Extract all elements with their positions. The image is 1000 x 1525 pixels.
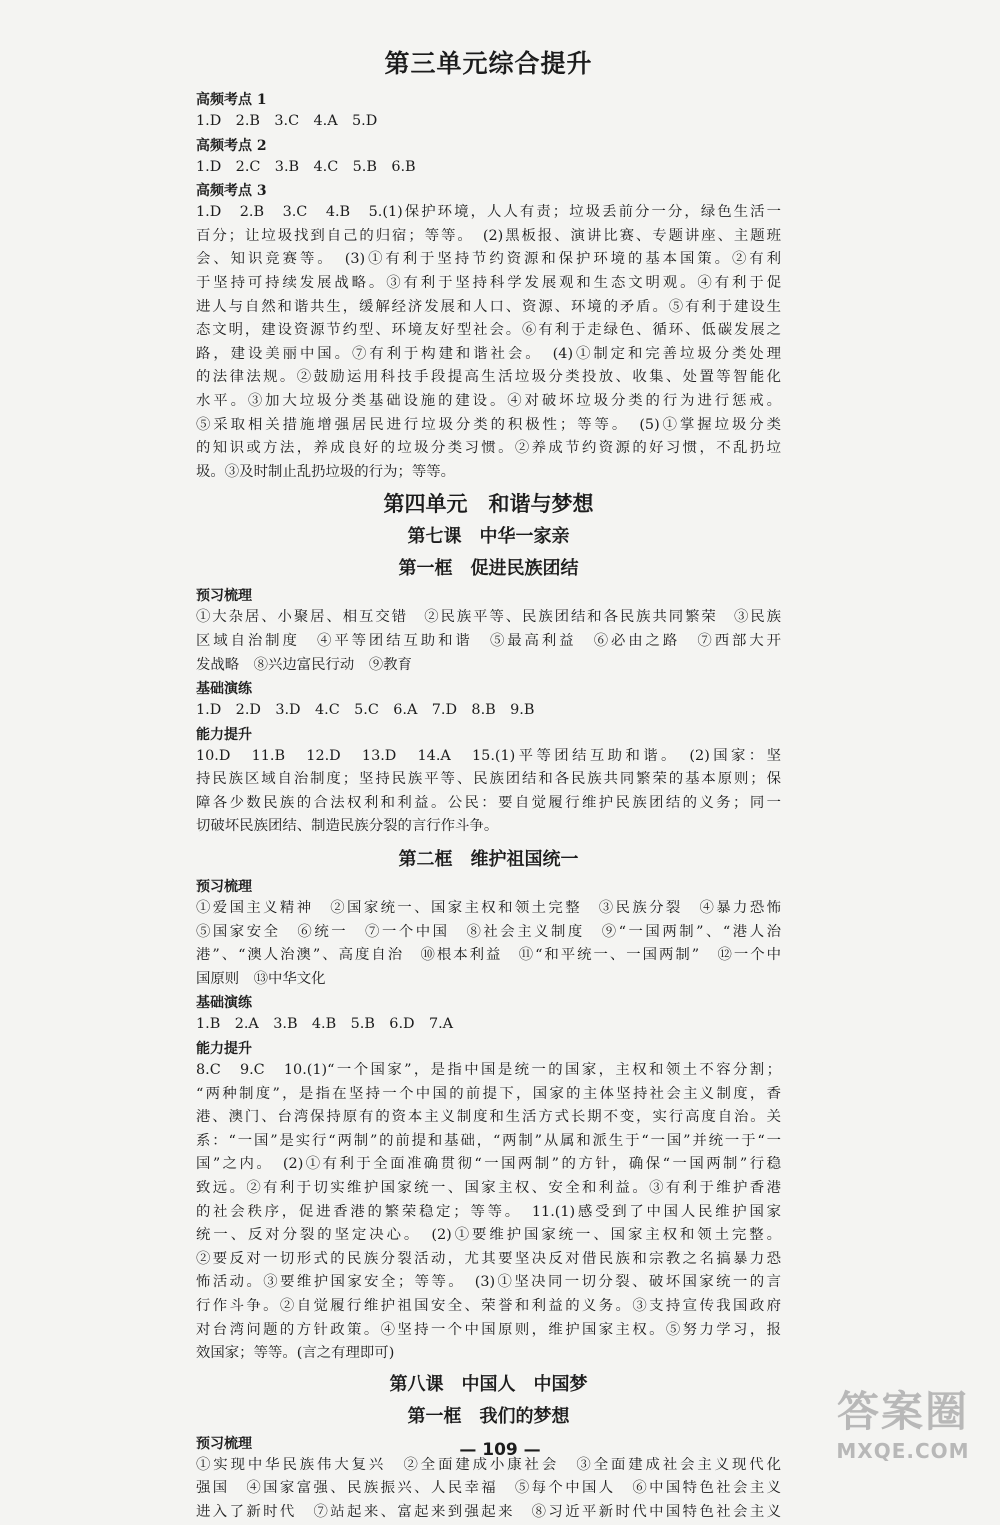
answer-line: 路，建设美丽中国。⑦有利于构建和谐社会。 (4)①制定和完善垃圾分类处理 xyxy=(196,345,781,362)
answer-line: 统一、反对分裂的坚定决心。 (2)①要维护国家统一、国家主权和领土完整。 xyxy=(196,1227,781,1244)
answer-line: ⑤国家安全 ⑥统一 ⑦一个中国 ⑧社会主义制度 ⑨“一国两制”、“港人治 xyxy=(196,923,781,940)
answer-line: 的知识或方法，养成良好的垃圾分类习惯。②养成节约资源的好习惯，不乱扔垃 xyxy=(196,440,781,457)
section-label: 能力提升 xyxy=(196,1041,252,1058)
answer-line: 于坚持可持续发展战略。③有利于坚持科学发展观和生态文明观。④有利于促 xyxy=(196,274,781,291)
frame-heading: 第二框 维护祖国统一 xyxy=(398,849,579,871)
answer-line: 8.C 9.C 10.(1)“一个国家”，是指中国是统一的国家，主权和领土不容分割； xyxy=(196,1062,781,1079)
answer-line: 水平。③加大垃圾分类基础设施的建设。④对破坏垃圾分类的行为进行惩戒。 xyxy=(196,392,781,409)
answer-line: 强国 ④国家富强、民族振兴、人民幸福 ⑤每个中国人 ⑥中国特色社会主义 xyxy=(196,1480,781,1497)
section-label: 预习梳理 xyxy=(196,1435,252,1452)
answer-line: 进人与自然和谐共生，缓解经济发展和人口、资源、环境的矛盾。⑤有利于建设生 xyxy=(196,298,781,315)
section-label: 高频考点 2 xyxy=(196,137,267,154)
answer-line: ②要反对一切形式的民族分裂活动，尤其要坚决反对借民族和宗教之名搞暴力恐 xyxy=(196,1250,781,1267)
section-label: 高频考点 1 xyxy=(196,92,267,108)
answer-line: 国”之内。 (2)①有利于全面准确贯彻“一国两制”的方针，确保“一国两制”行稳 xyxy=(196,1156,781,1173)
frame-heading: 第一框 我们的梦想 xyxy=(407,1405,570,1427)
answer-line: 1.B 2.A 3.B 4.B 5.B 6.D 7.A xyxy=(196,1016,454,1033)
answer-line: 进入了新时代 ⑦站起来、富起来到强起来 ⑧习近平新时代中国特色社会主义 xyxy=(196,1503,781,1520)
answer-line: 1.D 2.D 3.D 4.C 5.C 6.A 7.D 8.B 9.B xyxy=(196,702,535,719)
page-content xyxy=(196,40,781,1525)
answer-line: 圾。③及时制止乱扔垃圾的行为；等等。 xyxy=(196,463,456,480)
section-label: 基础演练 xyxy=(196,681,252,698)
answer-line: 的社会秩序，促进香港的繁荣稳定；等等。 11.(1)感受到了中国人民维护国家 xyxy=(196,1203,781,1220)
answer-line: 1.D 2.B 3.C 4.A 5.D xyxy=(196,113,378,129)
watermark-logo: 答案圈 xyxy=(836,1387,969,1436)
section-label: 高频考点 3 xyxy=(196,183,267,200)
section-label: 预习梳理 xyxy=(196,879,252,896)
answer-line: 国原则 ⑬中华文化 xyxy=(196,970,326,987)
answer-line: 系：“一国”是实行“两制”的前提和基础，“两制”从属和派生于“一国”并统一于“一 xyxy=(196,1132,781,1149)
answer-line: 效国家；等等。(言之有理即可) xyxy=(196,1345,395,1362)
answer-line: 对台湾问题的方针政策。④坚持一个中国原则，维护国家主权。⑤努力学习，报 xyxy=(196,1321,781,1338)
page-title: 第三单元综合提升 xyxy=(384,49,593,78)
answer-line: ①实现中华民族伟大复兴 ②全面建成小康社会 ③全面建成社会主义现代化 xyxy=(196,1456,781,1473)
answer-line: 障各少数民族的合法权利和利益。公民：要自觉履行维护民族团结的义务；同一 xyxy=(196,794,781,811)
answer-line: 1.D 2.B 3.C 4.B 5.(1)保护环境，人人有责；垃圾丢前分一分，绿色生活一 xyxy=(196,204,781,221)
answer-line: 切破坏民族团结、制造民族分裂的言行作斗争。 xyxy=(196,818,499,835)
answer-line: 区域自治制度 ④平等团结互助和谐 ⑤最高利益 ⑥必由之路 ⑦西部大开 xyxy=(196,632,781,649)
answer-line: 百分；让垃圾找到自己的归宿；等等。 (2)黑板报、演讲比赛、专题讲座、主题班 xyxy=(196,227,781,244)
answer-line: 的法律法规。②鼓励运用科技手段提高生活垃圾分类投放、收集、处置等智能化 xyxy=(196,369,781,386)
answer-line: 持民族区域自治制度；坚持民族平等、民族团结和各民族共同繁荣的基本原则；保 xyxy=(196,771,781,788)
answer-line: 态文明，建设资源节约型、环境友好型社会。⑥有利于走绿色、循环、低碳发展之 xyxy=(196,322,781,339)
answer-line: ①大杂居、小聚居、相互交错 ②民族平等、民族团结和各民族共同繁荣 ③民族 xyxy=(196,609,781,626)
answer-line: “两种制度”，是指在坚持一个中国的前提下，国家的主体坚持社会主义制度，香 xyxy=(196,1085,781,1102)
lesson-heading: 第八课 中国人 中国梦 xyxy=(389,1373,588,1395)
answer-line: ⑤采取相关措施增强居民进行垃圾分类的积极性；等等。 (5)①掌握垃圾分类 xyxy=(196,416,781,433)
answer-line: ①爱国主义精神 ②国家统一、国家主权和领土完整 ③民族分裂 ④暴力恐怖 xyxy=(196,900,781,917)
lesson-heading: 第七课 中华一家亲 xyxy=(407,526,570,548)
section-label: 基础演练 xyxy=(196,995,252,1012)
answer-line: 港、澳门、台湾保持原有的资本主义制度和生活方式长期不变，实行高度自治。关 xyxy=(196,1109,781,1126)
section-label: 预习梳理 xyxy=(196,588,252,605)
frame-heading: 第一框 促进民族团结 xyxy=(398,558,579,580)
answer-line: 会、知识竞赛等。 (3)①有利于坚持节约资源和保护环境的基本国策。②有利 xyxy=(196,251,781,268)
section-label: 能力提升 xyxy=(196,726,252,743)
answer-line: 港”、“澳人治澳”、高度自治 ⑩根本利益 ⑪“和平统一、一国两制” ⑫一个中 xyxy=(196,947,781,964)
answer-line: 致远。②有利于切实维护国家统一、国家主权、安全和利益。③有利于维护香港 xyxy=(196,1180,781,1196)
watermark-url: MXQE.COM xyxy=(836,1439,970,1463)
unit-heading: 第四单元 和谐与梦想 xyxy=(383,491,594,517)
page-number: — 109 — xyxy=(459,1440,541,1460)
answer-line: 行作斗争。②自觉履行维护祖国安全、荣誉和利益的义务。③支持宣传我国政府 xyxy=(196,1297,781,1314)
watermark xyxy=(818,1379,988,1463)
answer-line: 10.D 11.B 12.D 13.D 14.A 15.(1)平等团结互助和谐。 (2)国家：坚 xyxy=(196,747,781,764)
answer-line: 发战略 ⑧兴边富民行动 ⑨教育 xyxy=(196,656,412,673)
answer-line: 怖活动。③要维护国家安全；等等。 (3)①坚决同一切分裂、破坏国家统一的言 xyxy=(196,1274,781,1291)
answer-line: 1.D 2.C 3.B 4.C 5.B 6.B xyxy=(196,158,416,175)
